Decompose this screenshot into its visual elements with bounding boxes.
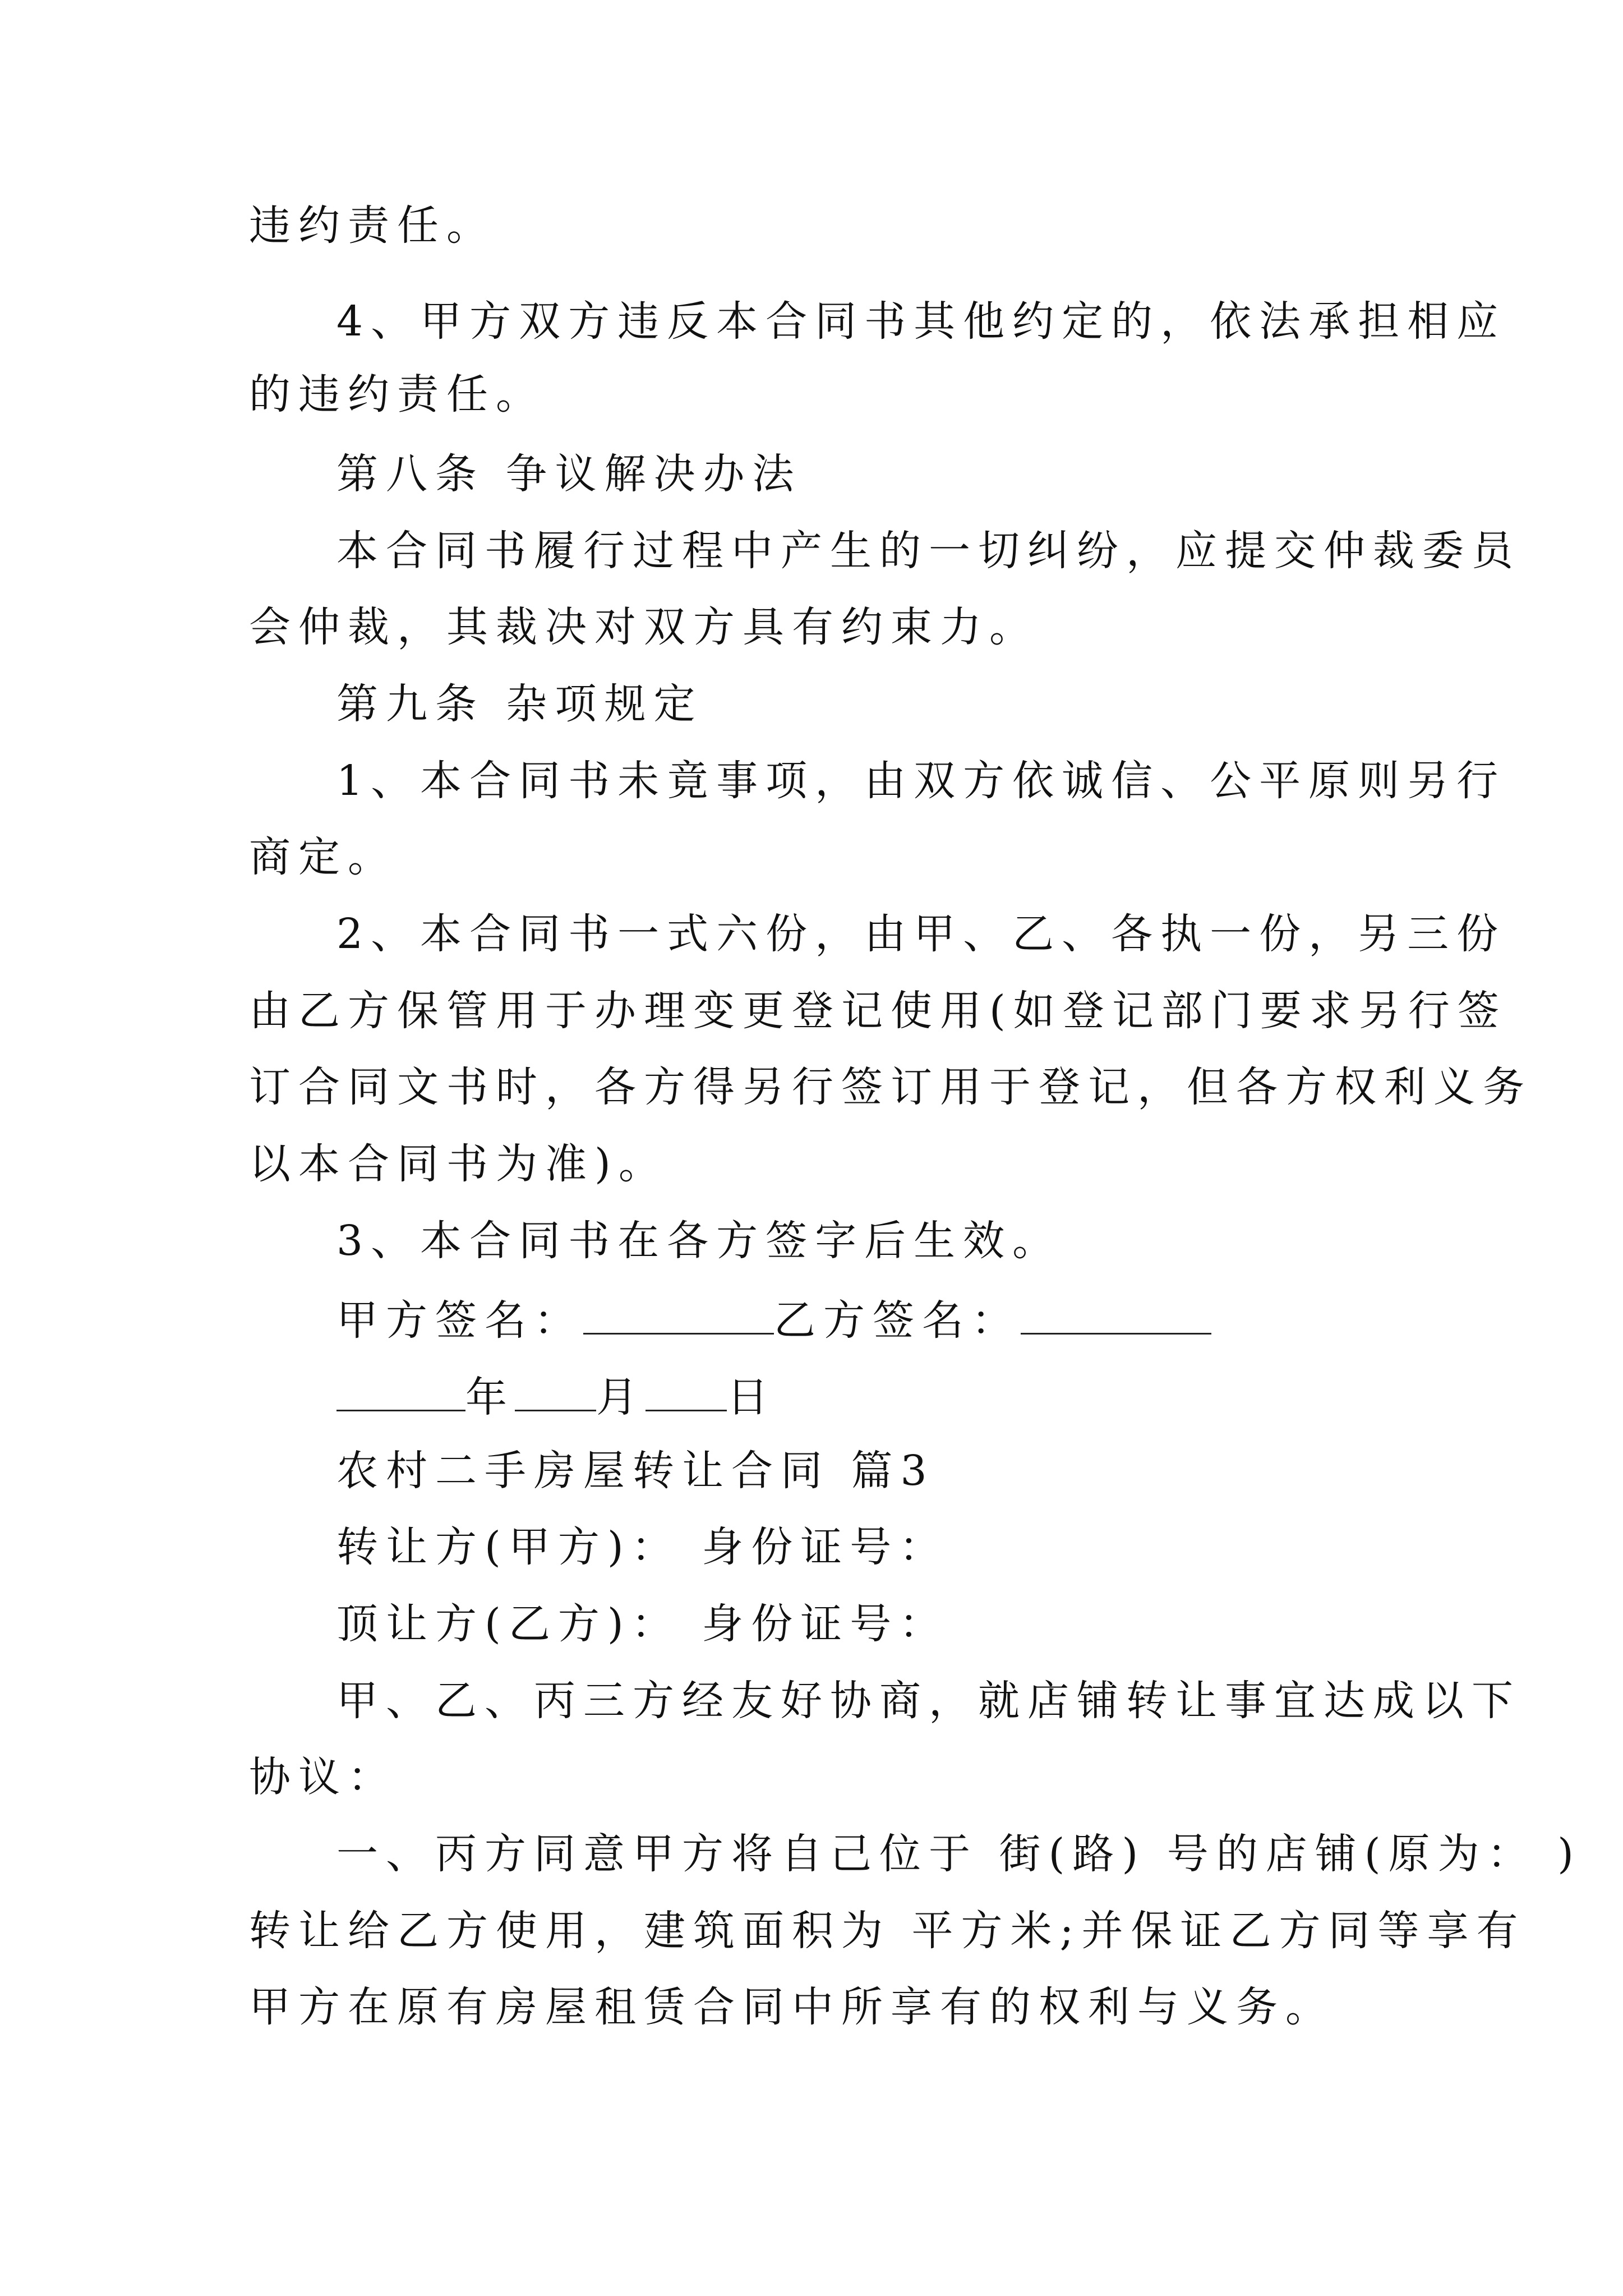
party-b-signature-label: 乙方签名： [774,1296,1021,1345]
text-line: 转让给乙方使用，建筑面积为 平方米;并保证乙方同等享有 [249,1907,1526,1955]
text-line: 协议： [249,1753,397,1801]
party-a-signature-label: 甲方签名： [336,1296,583,1345]
section-heading: 第九条 杂项规定 [336,680,703,728]
text-line: 甲、乙、丙三方经友好协商，就店铺转让事宜达成以下 [336,1677,1521,1725]
text-line: 商定。 [249,833,397,881]
day-blank [645,1366,727,1411]
text-line: 违约责任。 [249,201,496,250]
year-label: 年 [465,1373,515,1421]
text-line: 甲方在原有房屋租赁合同中所享有的权利与义务。 [249,1983,1335,2031]
text-line: 3、本合同书在各方签字后生效。 [336,1217,1062,1265]
month-label: 月 [596,1373,645,1421]
day-label: 日 [727,1373,776,1421]
text-line: 4、甲方双方违反本合同书其他约定的，依法承担相应 [336,297,1506,346]
text-line: 顶让方(乙方)： 身份证号： [336,1600,949,1648]
text-line: 转让方(甲方)： 身份证号： [336,1523,949,1571]
text-line: 的违约责任。 [249,370,545,418]
text-line: 本合同书履行过程中产生的一切纠纷，应提交仲裁委员 [336,527,1521,575]
month-blank [515,1366,596,1411]
text-line: 2、本合同书一式六份，由甲、乙、各执一份，另三份 [336,910,1506,958]
text-line: 订合同文书时，各方得另行签订用于登记，但各方权利义务 [249,1063,1532,1111]
text-line: 以本合同书为准)。 [249,1140,668,1188]
section-heading: 第八条 争议解决办法 [336,450,802,498]
party-b-signature-blank [1021,1289,1211,1335]
text-line: 1、本合同书未竟事项，由双方依诚信、公平原则另行 [336,757,1506,805]
year-blank [336,1366,465,1411]
date-line [336,1366,1486,1425]
text-line: 由乙方保管用于办理变更登记使用(如登记部门要求另行签 [249,987,1507,1035]
text-line: 一、丙方同意甲方将自己位于 街(路) 号的店铺(原为： ) [336,1830,1582,1878]
party-a-signature-blank [583,1289,774,1335]
contract-title: 农村二手房屋转让合同 篇3 [336,1447,935,1495]
signature-line [336,1289,1486,1349]
text-line: 会仲裁，其裁决对双方具有约束力。 [249,603,1039,651]
